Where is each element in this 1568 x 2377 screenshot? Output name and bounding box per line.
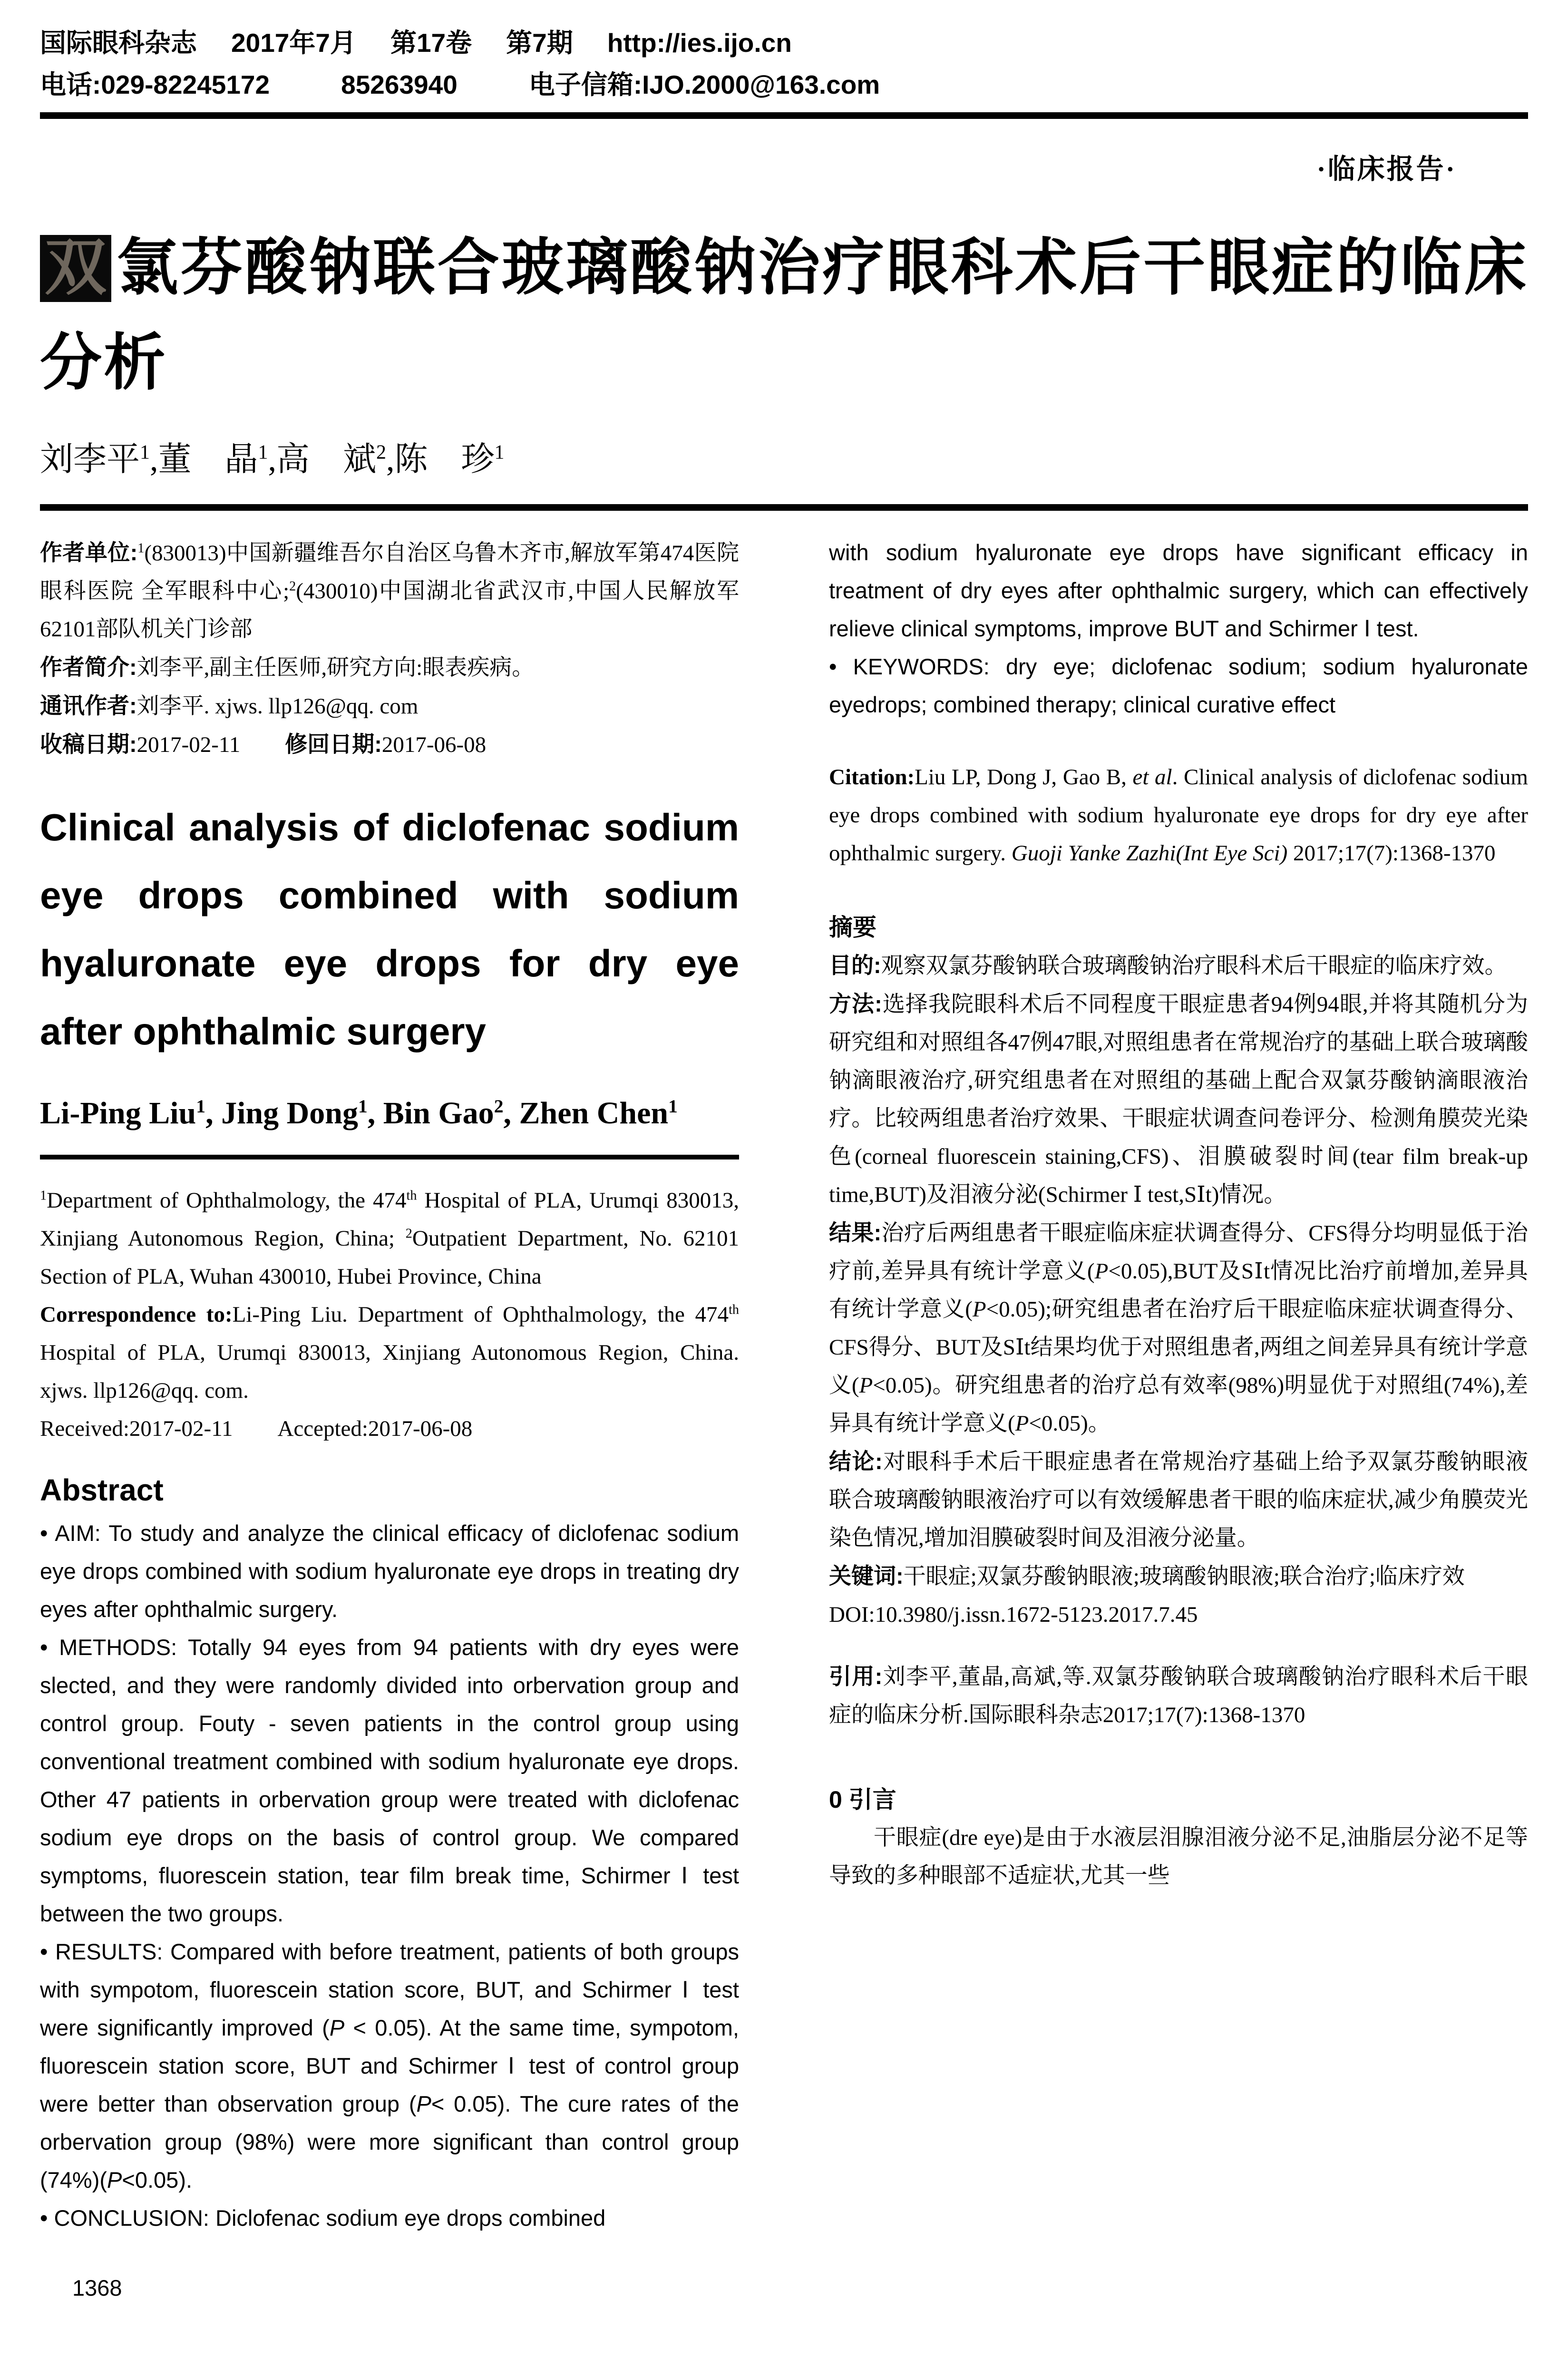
doi: DOI:10.3980/j.issn.1672-5123.2017.7.45 (829, 1602, 1198, 1627)
article-body (40, 534, 1528, 2237)
keywords-en: • KEYWORDS: dry eye; diclofenac sodium; sodium hyaluronate eyedrops; combined therapy; clinical curative effect (829, 654, 1528, 717)
authors-cn: 刘李平$^1$,董 晶$^1$,高 斌$^2$,陈 珍$^1$ (40, 441, 505, 478)
cn-received-revised-dates: 收稿日期:2017-02-11 修回日期:2017-06-08 (40, 731, 487, 757)
title-dropcap: 双 (40, 235, 111, 302)
right-column (829, 534, 1528, 2237)
citation-cn: 引用:刘李平,董晶,高斌,等.双氯芬酸钠联合玻璃酸钠治疗眼科术后干眼症的临床分析.国际眼科杂志2017;17(7):1368-1370 (829, 1664, 1528, 1727)
abstract-cn-methods: 方法:选择我院眼科术后不同程度干眼症患者94例94眼,并将其随机分为研究组和对照组各47例47眼,对照组患者在常规治疗的基础上联合玻璃酸钠滴眼液治疗,研究组患者在对照组的基础上配合双氯芬酸钠滴眼液治疗。比较两组患者治疗效果、干眼症状调查问卷评分、检测角膜荧光染色(corneal fluorescein staining,CFS)、泪膜破裂时间(tear film break-up time,BUT)及泪液分泌(Schirmer Ⅰ test,SⅠt)情况。 (829, 991, 1529, 1207)
title-divider (40, 504, 1528, 511)
journal-phone: 电话:029-82245172 (40, 70, 270, 99)
spacer (829, 872, 1528, 906)
issue-date: 2017年7月 (231, 28, 356, 58)
cn-author-bio: 作者简介:刘李平,副主任医师,研究方向:眼表疾病。 (40, 654, 535, 680)
abstract-conclusion-continued: with sodium hyaluronate eye drops have significant efficacy in treatment of dry eyes after ophthalmic surgery, which can effectively relieve clinical symptoms, improve BUT and Schirmer Ⅰ test. (829, 540, 1528, 641)
abstract-results: • RESULTS: Compared with before treatment, patients of both groups with sympotom, fluorescein station score, BUT, and Schirmer Ⅰ test were significantly improved (P < 0.05). At the same time, sympotom, fluorescein station score, BUT and Schirmer Ⅰ test of control group were better than observation group (P< 0.05). The cure rates of the orbervation group (98%) were more significant than control group (74%)(P<0.05). (40, 1939, 739, 2192)
spacer (829, 1734, 1528, 1779)
journal-phone-2: 85263940 (341, 70, 458, 99)
introduction-heading: 0 引言 (829, 1786, 896, 1813)
abstract-aim: • AIM: To study and analyze the clinical efficacy of diclofenac sodium eye drops combined with sodium hyaluronate eye drops in treating dry eyes after ophthalmic surgery. (40, 1520, 739, 1622)
abstract-conclusion: • CONCLUSION: Diclofenac sodium eye drops combined (40, 2205, 606, 2231)
abstract-cn-aim: 目的:观察双氯芬酸钠联合玻璃酸钠治疗眼科术后干眼症的临床疗效。 (829, 953, 1507, 978)
header-divider (40, 112, 1528, 119)
running-head-line1 (40, 22, 1528, 64)
article-title-cn (40, 221, 1528, 411)
authors-en: Li-Ping Liu$^1$, Jing Dong$^1$, Bin Gao$^2$, Zhen Chen$^1$ (40, 1096, 678, 1130)
section-label: ·临床报告· (1316, 154, 1457, 185)
journal-name: 国际眼科杂志 (40, 28, 197, 58)
spacer (829, 724, 1528, 758)
cn-affiliation: 作者单位:$^1$(830013)中国新疆维吾尔自治区乌鲁木齐市,解放军第474医院眼科医院 全军眼科中心;$^2$(430010)中国湖北省武汉市,中国人民解放军62101部队机关门诊部 (40, 540, 739, 642)
left-column (40, 534, 739, 2237)
journal-website: http://ies.ijo.cn (607, 28, 792, 58)
page-number: 1368 (72, 2275, 122, 2300)
running-head (40, 22, 1528, 106)
keywords-cn: 关键词:干眼症;双氯芬酸钠眼液;玻璃酸钠眼液;联合治疗;临床疗效 (829, 1563, 1465, 1589)
en-affiliation: $^1$Department of Ophthalmology, the 474th Hospital of PLA, Urumqi 830013, Xinjiang Autonomous Region, China; $^2$Outpatient Department, No. 62101 Section of PLA, Wuhan 430010, Hubei Province, China (40, 1188, 740, 1289)
abstract-cn-heading: 摘要 (829, 914, 877, 941)
article-title-en: Clinical analysis of diclofenac sodium eye drops combined with sodium hyaluronate eye drops for dry eye after ophthalmic surgery (40, 806, 739, 1052)
volume: 第17卷 (390, 28, 472, 58)
introduction-paragraph: 干眼症(dre eye)是由于水液层泪腺泪液分泌不足,油脂层分泌不足等导致的多种眼部不适症状,尤其一些 (829, 1825, 1528, 1888)
footnote-divider (40, 1155, 739, 1159)
abstract-heading: Abstract (40, 1473, 164, 1507)
abstract-cn-results: 结果:治疗后两组患者干眼症临床症状调查得分、CFS得分均明显低于治疗前,差异具有统计学意义(P<0.05),BUT及SⅠt情况比治疗前增加,差异具有统计学意义(P<0.05);研究组患者在治疗后干眼症临床症状调查得分、CFS得分、BUT及SⅠt结果均优于对照组患者,两组之间差异具有统计学意义(P<0.05)。研究组患者的治疗总有效率(98%)明显优于对照组(74%),差异具有统计学意义(P<0.05)。 (829, 1220, 1529, 1436)
abstract-cn-conclusion: 结论:对眼科手术后干眼症患者在常规治疗基础上给予双氯芬酸钠眼液联合玻璃酸钠眼液治疗可以有效缓解患者干眼的临床症状,减少角膜荧光染色情况,增加泪膜破裂时间及泪液分泌量。 (829, 1449, 1528, 1550)
title-text: 氯芬酸钠联合玻璃酸钠治疗眼科术后干眼症的临床分析 (40, 234, 1528, 398)
issue-number: 第7期 (506, 28, 573, 58)
abstract-methods: • METHODS: Totally 94 eyes from 94 patients with dry eyes were slected, and they were randomly divided into orbervation group and control group. Fouty - seven patients in the control group using conventional treatment combined with sodium hyaluronate eye drops. Other 47 patients in orbervation group were treated with diclofenac sodium eye drops on the basis of control group. We compared symptoms, fluorescein station, tear film break time, Schirmer Ⅰ test between the two groups. (40, 1635, 739, 1926)
cn-corresponding-author: 通讯作者:刘李平. xjws. llp126@qq. com (40, 693, 419, 719)
running-head-line2 (40, 64, 1528, 106)
journal-email: 电子信箱:IJO.2000@163.com (528, 70, 880, 99)
citation-en: Citation:Liu LP, Dong J, Gao B, et al. Clinical analysis of diclofenac sodium eye drops combined with sodium hyaluronate eye drops for dry eye after ophthalmic surgery. Guoji Yanke Zazhi(Int Eye Sci) 2017;17(7):1368-1370 (829, 765, 1528, 866)
en-corresponding-author: Correspondence to:Li-Ping Liu. Department of Ophthalmology, the 474th Hospital of PLA, Urumqi 830013, Xinjiang Autonomous Region, China. xjws. llp126@qq. com. (40, 1302, 739, 1403)
en-received-accepted-dates: Received:2017-02-11 Accepted:2017-06-08 (40, 1416, 473, 1441)
spacer (829, 1634, 1528, 1657)
